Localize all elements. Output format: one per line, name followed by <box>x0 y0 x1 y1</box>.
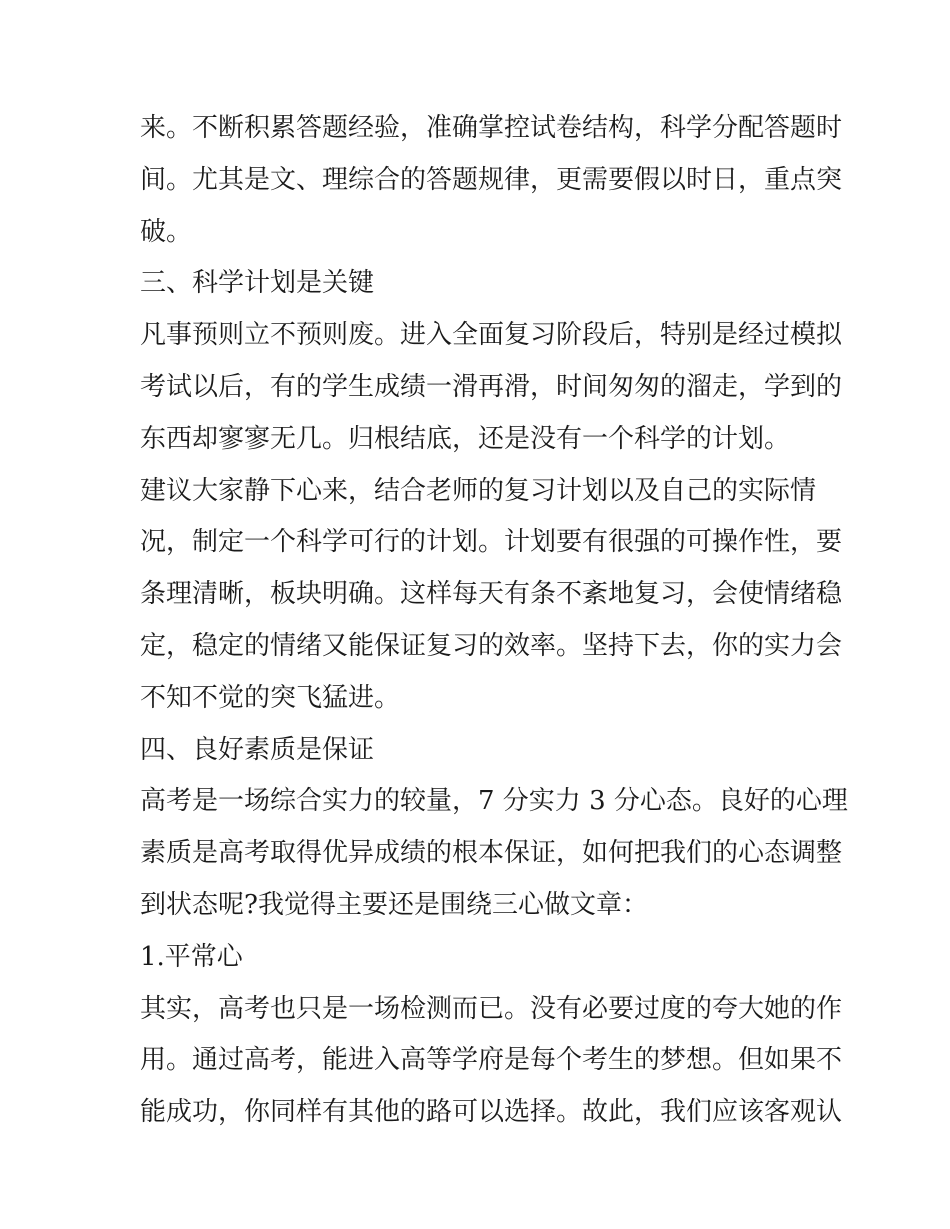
text-line: 条理清晰，板块明确。这样每天有条不紊地复习，会使情绪稳 <box>140 579 843 610</box>
text-line: 建议大家静下心来，结合老师的复习计划以及自己的实际情 <box>140 475 817 506</box>
text-line: 不知不觉的突飞猛进。 <box>140 682 401 713</box>
text-line: 破。 <box>140 216 193 247</box>
text-line: 能成功，你同样有其他的路可以选择。故此，我们应该客观认 <box>140 1097 843 1128</box>
text-line: 定，稳定的情绪又能保证复习的效率。坚持下去，你的实力会 <box>140 630 843 661</box>
text-line: 到状态呢?我觉得主要还是围绕三心做文章： <box>140 889 648 920</box>
section-heading-4: 四、良好素质是保证 <box>140 734 375 765</box>
body-text <box>140 103 848 1139</box>
text-line: 东西却寥寥无几。归根结底，还是没有一个科学的计划。 <box>140 423 791 454</box>
section-heading-3: 三、科学计划是关键 <box>140 268 375 299</box>
text-line: 考试以后，有的学生成绩一滑再滑，时间匆匆的溜走，学到的 <box>140 371 843 402</box>
text-line: 况，制定一个科学可行的计划。计划要有很强的可操作性，要 <box>140 527 843 558</box>
text-line: 素质是高考取得优异成绩的根本保证，如何把我们的心态调整 <box>140 838 843 869</box>
text-line: 来。不断积累答题经验，准确掌控试卷结构，科学分配答题时 <box>140 113 843 143</box>
text-line: 其实，高考也只是一场检测而已。没有必要过度的夸大她的作 <box>140 993 843 1024</box>
text-line: 用。通过高考，能进入高等学府是每个考生的梦想。但如果不 <box>140 1045 843 1076</box>
subheading-1: 1.平常心 <box>140 941 243 972</box>
text-line: 高考是一场综合实力的较量，7 分实力 3 分心态。良好的心理 <box>140 786 848 817</box>
text-line: 间。尤其是文、理综合的答题规律，更需要假以时日，重点突 <box>140 164 843 195</box>
text-line: 凡事预则立不预则废。进入全面复习阶段后，特别是经过模拟 <box>140 320 843 351</box>
